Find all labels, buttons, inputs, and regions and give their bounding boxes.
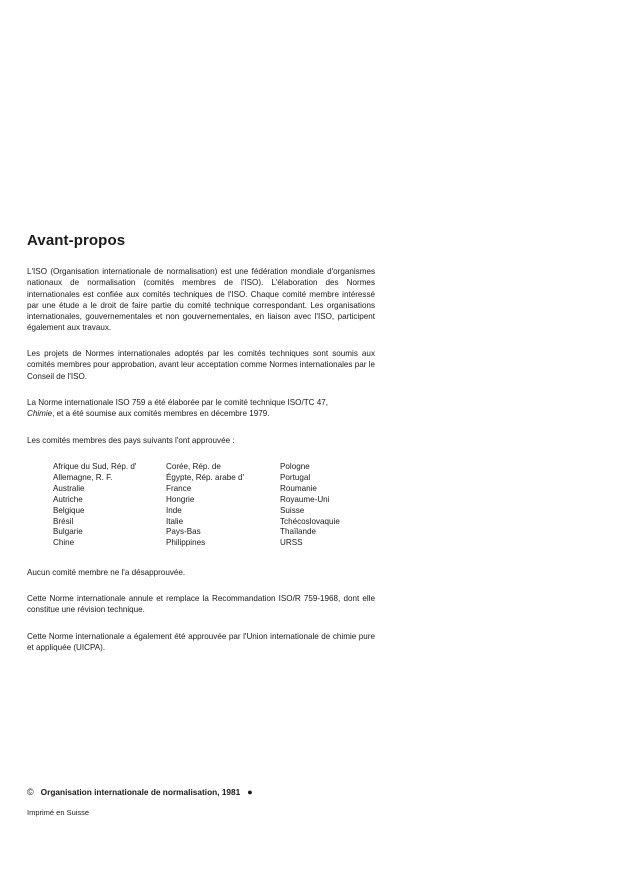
copyright-icon: © <box>27 787 34 797</box>
country-item: Inde <box>166 505 182 515</box>
country-item: Philippines <box>166 538 206 548</box>
country-item: URSS <box>280 538 303 548</box>
page-title: Avant-propos <box>27 232 126 249</box>
country-item: France <box>166 483 192 493</box>
country-item: Suisse <box>280 505 305 515</box>
country-item: Thaïlande <box>280 527 316 537</box>
country-item: Hongrie <box>166 494 195 504</box>
country-item: Tchécoslovaquie <box>280 516 340 526</box>
foreword-paragraph-6: Cette Norme internationale annule et remplace la Recommandation ISO/R 759-1968, dont elle constitue une révision technique. <box>27 594 375 615</box>
foreword-paragraph-5: Aucun comité membre ne l'a désapprouvée. <box>27 568 186 577</box>
copyright-text: Organisation internationale de normalisation, 1981 <box>40 787 241 797</box>
committee-name: Chimie <box>27 409 53 419</box>
foreword-paragraph-3 <box>27 397 375 420</box>
countries-column-3 <box>280 462 390 549</box>
countries-column-1 <box>53 462 166 549</box>
bullet-icon: ● <box>247 787 253 797</box>
countries-column-2 <box>166 462 280 549</box>
foreword-paragraph-1: L'ISO (Organisation internationale de normalisation) est une fédération mondiale d'organismes nationaux de normalisation (comités membres de l'ISO). L'élaboration des Normes internationales est confiée aux comités techniques de l'ISO. Chaque comité membre intéressé par une étude a le droit de faire partie du comité technique correspondant. Les organisations internationales, gouvernementales et non gouvernementales, en liaison avec l'ISO, participent également aux travaux. <box>27 267 375 333</box>
country-item: Belgique <box>53 505 85 515</box>
country-item: Roumanie <box>280 483 317 493</box>
foreword-paragraph-4: Les comités membres des pays suivants l'ont approuvée : <box>27 436 235 445</box>
country-item: Corée, Rép. de <box>166 462 221 471</box>
paragraph-3-text-a: La Norme internationale ISO 759 a été élaborée par le comité technique ISO/TC 47, <box>27 398 328 407</box>
paragraph-3-text-b: , et a été soumise aux comités membres en décembre 1979. <box>52 409 270 419</box>
copyright-line <box>27 787 253 797</box>
country-item: Pologne <box>280 462 310 471</box>
country-item: Allemagne, R. F. <box>53 472 113 482</box>
country-item: Brésil <box>53 516 74 526</box>
country-item: Pays-Bas <box>166 527 201 537</box>
country-item: Royaume-Uni <box>280 494 330 504</box>
country-item: Portugal <box>280 472 311 482</box>
country-item: Afrique du Sud, Rép. d' <box>53 462 137 471</box>
foreword-paragraph-7: Cette Norme internationale a également été approuvée par l'Union internationale de chimie pure et appliquée (UICPA). <box>27 632 375 653</box>
country-item: Australie <box>53 483 85 493</box>
country-item: Autriche <box>53 494 83 504</box>
member-countries-list <box>53 462 390 549</box>
country-item: Italie <box>166 516 184 526</box>
foreword-paragraph-2: Les projets de Normes internationales adoptés par les comités techniques sont soumis aux comités membres pour approbation, avant leur acceptation comme Normes internationales par le Conseil de l'ISO. <box>27 349 375 381</box>
printed-in-note: Imprimé en Suisse <box>27 808 90 817</box>
country-item: Bulgarie <box>53 527 83 537</box>
country-item: Égypte, Rép. arabe d' <box>166 472 245 482</box>
country-item: Chine <box>53 538 75 548</box>
